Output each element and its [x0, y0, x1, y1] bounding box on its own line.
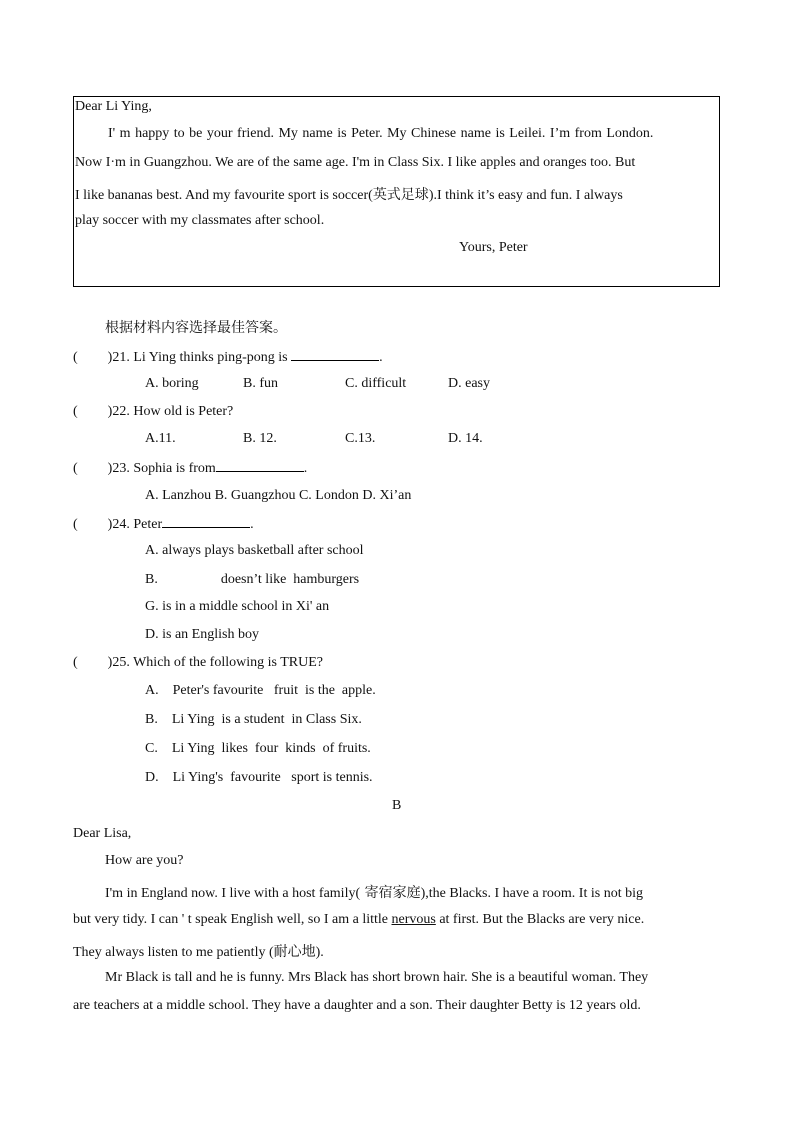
letter-greeting: Dear Li Ying, [75, 99, 152, 114]
question-text: Li Ying thinks ping-pong is [133, 350, 288, 365]
letter-line-3b: ).I think it’s easy and fun. I always [428, 188, 623, 203]
option-22-d[interactable]: D. 14. [448, 431, 483, 446]
question-number: )22. [107, 404, 130, 419]
answer-blank[interactable] [291, 348, 379, 361]
text-segment-cn: 耐心地 [273, 944, 316, 960]
text-segment: I'm in England now. I live with a host family( [105, 886, 361, 901]
letter-line-3-cn: 英式足球 [372, 187, 429, 203]
text-segment: ),the Blacks. I have a room. It is not big [420, 886, 643, 901]
question-text: Which of the following is TRUE? [133, 655, 323, 670]
letter-b-hello: How are you? [105, 853, 184, 868]
option-22-b[interactable]: B. 12. [243, 431, 277, 446]
question-end: . [379, 350, 383, 365]
section-b-heading: B [392, 798, 402, 813]
question-end: . [303, 461, 308, 476]
letter-b-p1-line3 [73, 941, 324, 961]
text-segment-cn: 寄宿家庭 [360, 885, 421, 901]
letter-b-p1-line1 [105, 882, 643, 902]
question-text: Sophia is from [133, 461, 216, 476]
option-22-c[interactable]: C.13. [345, 431, 376, 446]
question-25 [73, 655, 323, 671]
answer-paren-open: ( [73, 517, 78, 532]
letter-signoff: Yours, Peter [459, 240, 528, 255]
text-segment: but very tidy. I can ' t speak English well, so I am a little [73, 912, 388, 927]
question-number: )23. [107, 461, 130, 476]
letter-line-2: Now I·m in Guangzhou. We are of the same age. I'm in Class Six. I like apples and oranges too. But [75, 155, 636, 170]
question-end: . [250, 517, 254, 532]
question-23 [73, 459, 307, 477]
text-segment: ). [315, 945, 324, 960]
option-21-c[interactable]: C. difficult [345, 376, 407, 391]
option-24-c[interactable]: G. is in a middle school in Xi' an [145, 599, 330, 614]
answer-paren-open: ( [73, 655, 78, 670]
answer-blank[interactable] [162, 515, 250, 528]
letter-line-4: play soccer with my classmates after school. [75, 213, 325, 228]
question-number: )24. [107, 517, 130, 532]
option-25-a[interactable]: A. Peter's favourite fruit is the apple. [145, 683, 376, 698]
answer-blank[interactable] [216, 459, 304, 472]
underlined-word: nervous [391, 912, 436, 927]
answer-paren-open: ( [73, 404, 78, 419]
question-21 [73, 348, 383, 366]
text-segment: at first. But the Blacks are very nice. [435, 912, 645, 927]
text-segment: They always listen to me patiently ( [73, 945, 274, 960]
answer-paren-open: ( [73, 350, 78, 365]
letter-line-3 [75, 184, 623, 204]
letter-b-p2-line2: are teachers at a middle school. They have a daughter and a son. Their daughter Betty is 12 years old. [73, 998, 641, 1013]
letter-b-p2-line1: Mr Black is tall and he is funny. Mrs Black has short brown hair. She is a beautiful woman. They [105, 970, 649, 985]
option-24-d[interactable]: D. is an English boy [145, 627, 259, 642]
question-24 [73, 515, 254, 533]
option-22-a[interactable]: A.11. [145, 431, 176, 446]
option-24-a[interactable]: A. always plays basketball after school [145, 543, 364, 558]
option-24-b[interactable]: B. doesn’t like hamburgers [145, 572, 360, 587]
answer-paren-open: ( [73, 461, 78, 476]
question-text: How old is Peter? [133, 404, 234, 419]
option-21-d[interactable]: D. easy [448, 376, 490, 391]
letter-line-1: I' m happy to be your friend. My name is Peter. My Chinese name is Leilei. I’m from London. [108, 126, 654, 141]
option-25-d[interactable]: D. Li Ying's favourite sport is tennis. [145, 770, 373, 785]
question-number: )25. [107, 655, 130, 670]
question-number: )21. [107, 350, 130, 365]
option-25-b[interactable]: B. Li Ying is a student in Class Six. [145, 712, 362, 727]
question-22 [73, 404, 233, 420]
options-23[interactable]: A. Lanzhou B. Guangzhou C. London D. Xi’an [145, 488, 412, 503]
option-21-a[interactable]: A. boring [145, 376, 199, 391]
letter-b-p1-line2 [73, 912, 644, 928]
letter-b-greeting: Dear Lisa, [73, 826, 132, 841]
option-25-c[interactable]: C. Li Ying likes four kinds of fruits. [145, 741, 371, 756]
letter-line-3a: I like bananas best. And my favourite sport is soccer( [75, 188, 373, 203]
question-text: Peter [133, 517, 163, 532]
instruction: 根据材料内容选择最佳答案。 [105, 320, 287, 336]
option-21-b[interactable]: B. fun [243, 376, 278, 391]
